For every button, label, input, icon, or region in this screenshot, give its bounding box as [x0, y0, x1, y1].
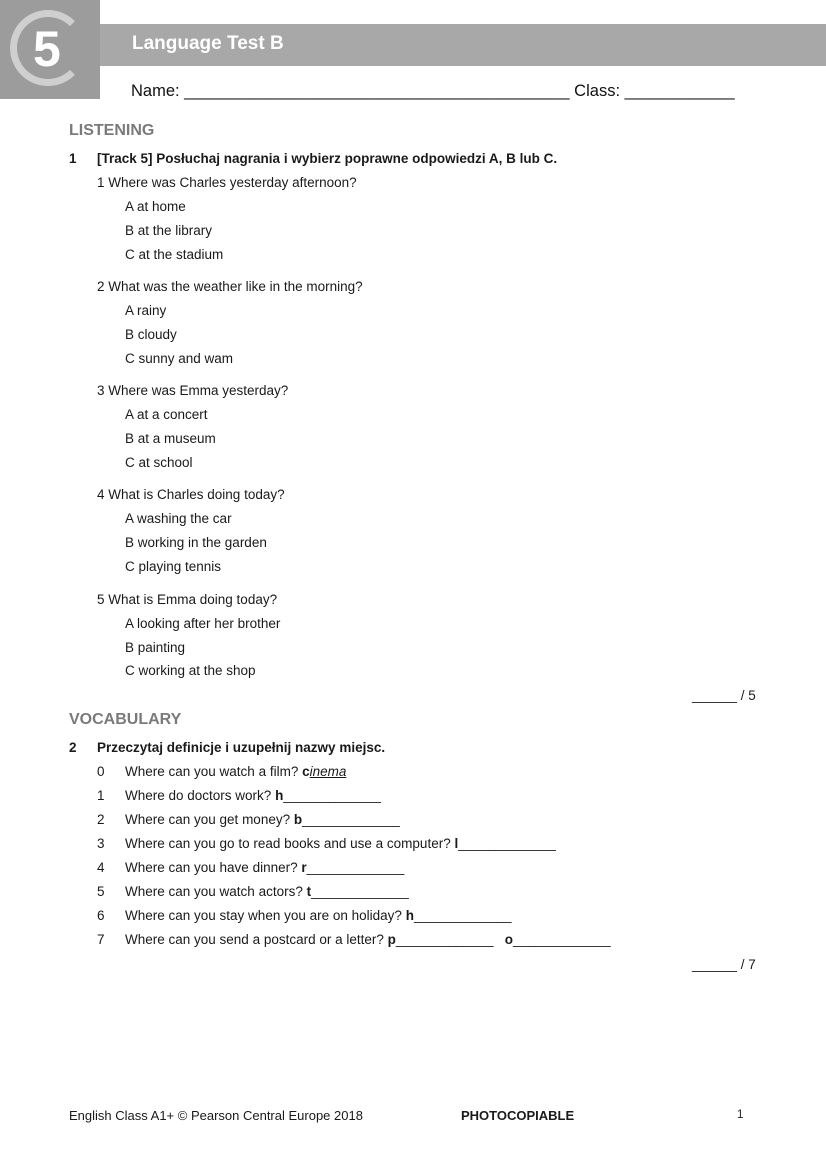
first-letter: p	[387, 932, 396, 947]
item-number: 6	[97, 908, 105, 923]
footer-copyright: English Class A1+ © Pearson Central Europe 2018	[69, 1108, 363, 1123]
vocab-question: Where can you stay when you are on holiday?	[125, 908, 402, 923]
answer-blank[interactable]: _____________	[458, 836, 556, 851]
vocab-question: Where can you go to read books and use a computer?	[125, 836, 451, 851]
vocab-item	[125, 788, 381, 803]
answer-blank[interactable]: _____________	[311, 884, 409, 899]
answer-blank[interactable]: _____________	[306, 860, 405, 875]
footer-photocopiable: PHOTOCOPIABLE	[461, 1108, 575, 1123]
task-number-2: 2	[69, 740, 77, 755]
vocab-item	[125, 860, 404, 875]
question: 5 What is Emma doing today?	[97, 592, 278, 607]
answer-blank[interactable]: _____________	[302, 812, 400, 827]
first-letter: c	[302, 764, 310, 779]
answer-option: C working at the shop	[125, 663, 256, 678]
vocab-question: Where can you send a postcard or a letter?	[125, 932, 384, 947]
vocab-item	[125, 884, 409, 899]
item-number: 4	[97, 860, 105, 875]
item-number: 7	[97, 932, 105, 947]
question: 3 Where was Emma yesterday?	[97, 383, 289, 398]
listening-heading: LISTENING	[69, 122, 155, 139]
vocab-question: Where can you watch a film?	[125, 764, 299, 779]
answer-option: B at a museum	[125, 431, 216, 446]
unit-badge	[0, 0, 100, 99]
answer-option: C sunny and wam	[125, 351, 234, 366]
vocabulary-heading: VOCABULARY	[69, 711, 182, 728]
answer-option: A at home	[125, 199, 186, 214]
item-number: 5	[97, 884, 105, 899]
first-letter: t	[306, 884, 312, 899]
vocab-question: Where do doctors work?	[125, 788, 272, 803]
name-class-line: Name: __________________________________________ Class: ____________	[131, 82, 735, 100]
answer-blank[interactable]: _____________	[395, 932, 494, 947]
vocab-item	[125, 932, 611, 947]
task-instruction-2: Przeczytaj definicje i uzupełnij nazwy miejsc.	[97, 740, 386, 755]
item-number: 1	[97, 788, 105, 803]
page-title: Language Test B	[132, 33, 284, 54]
vocab-question: Where can you have dinner?	[125, 860, 298, 875]
answer-option: A washing the car	[125, 511, 232, 526]
item-number: 0	[97, 764, 105, 779]
answer-blank[interactable]: _____________	[413, 908, 512, 923]
answer-option: A at a concert	[125, 407, 208, 422]
item-number: 3	[97, 836, 105, 851]
answer-option: A rainy	[125, 303, 167, 318]
vocab-item	[125, 908, 512, 923]
vocab-item	[125, 812, 400, 827]
answer-option: C playing tennis	[125, 559, 222, 574]
page-number: 1	[737, 1109, 744, 1121]
answer-option: C at the stadium	[125, 247, 224, 262]
unit-number: 5	[33, 21, 61, 77]
question: 1 Where was Charles yesterday afternoon?	[97, 175, 357, 190]
vocab-question: Where can you get money?	[125, 812, 291, 827]
answer-option: B cloudy	[125, 327, 177, 342]
answer-option: A looking after her brother	[125, 616, 281, 631]
question: 2 What was the weather like in the morning?	[97, 279, 363, 294]
second-letter: o	[504, 932, 514, 947]
task-instruction-1: [Track 5] Posłuchaj nagrania i wybierz poprawne odpowiedzi A, B lub C.	[97, 151, 558, 166]
first-letter: h	[275, 788, 284, 803]
vocab-question: Where can you watch actors?	[125, 884, 303, 899]
task-number-1: 1	[69, 151, 77, 166]
answer-blank[interactable]: _____________	[513, 932, 611, 947]
title-bar	[100, 24, 826, 66]
answer-option: B at the library	[125, 223, 213, 238]
answer-option: B painting	[125, 640, 186, 655]
example-answer: inema	[309, 764, 347, 779]
answer-blank[interactable]: _____________	[283, 788, 381, 803]
score-line: ______ / 7	[692, 957, 756, 972]
first-letter: b	[293, 812, 303, 827]
answer-option: B working in the garden	[125, 535, 267, 550]
first-letter: r	[301, 860, 307, 875]
score-line: ______ / 5	[692, 688, 756, 703]
item-number: 2	[97, 812, 105, 827]
answer-option: C at school	[125, 455, 193, 470]
vocab-item	[125, 764, 346, 779]
vocab-item	[125, 836, 556, 851]
first-letter: l	[454, 836, 459, 851]
question: 4 What is Charles doing today?	[97, 487, 285, 502]
first-letter: h	[405, 908, 414, 923]
